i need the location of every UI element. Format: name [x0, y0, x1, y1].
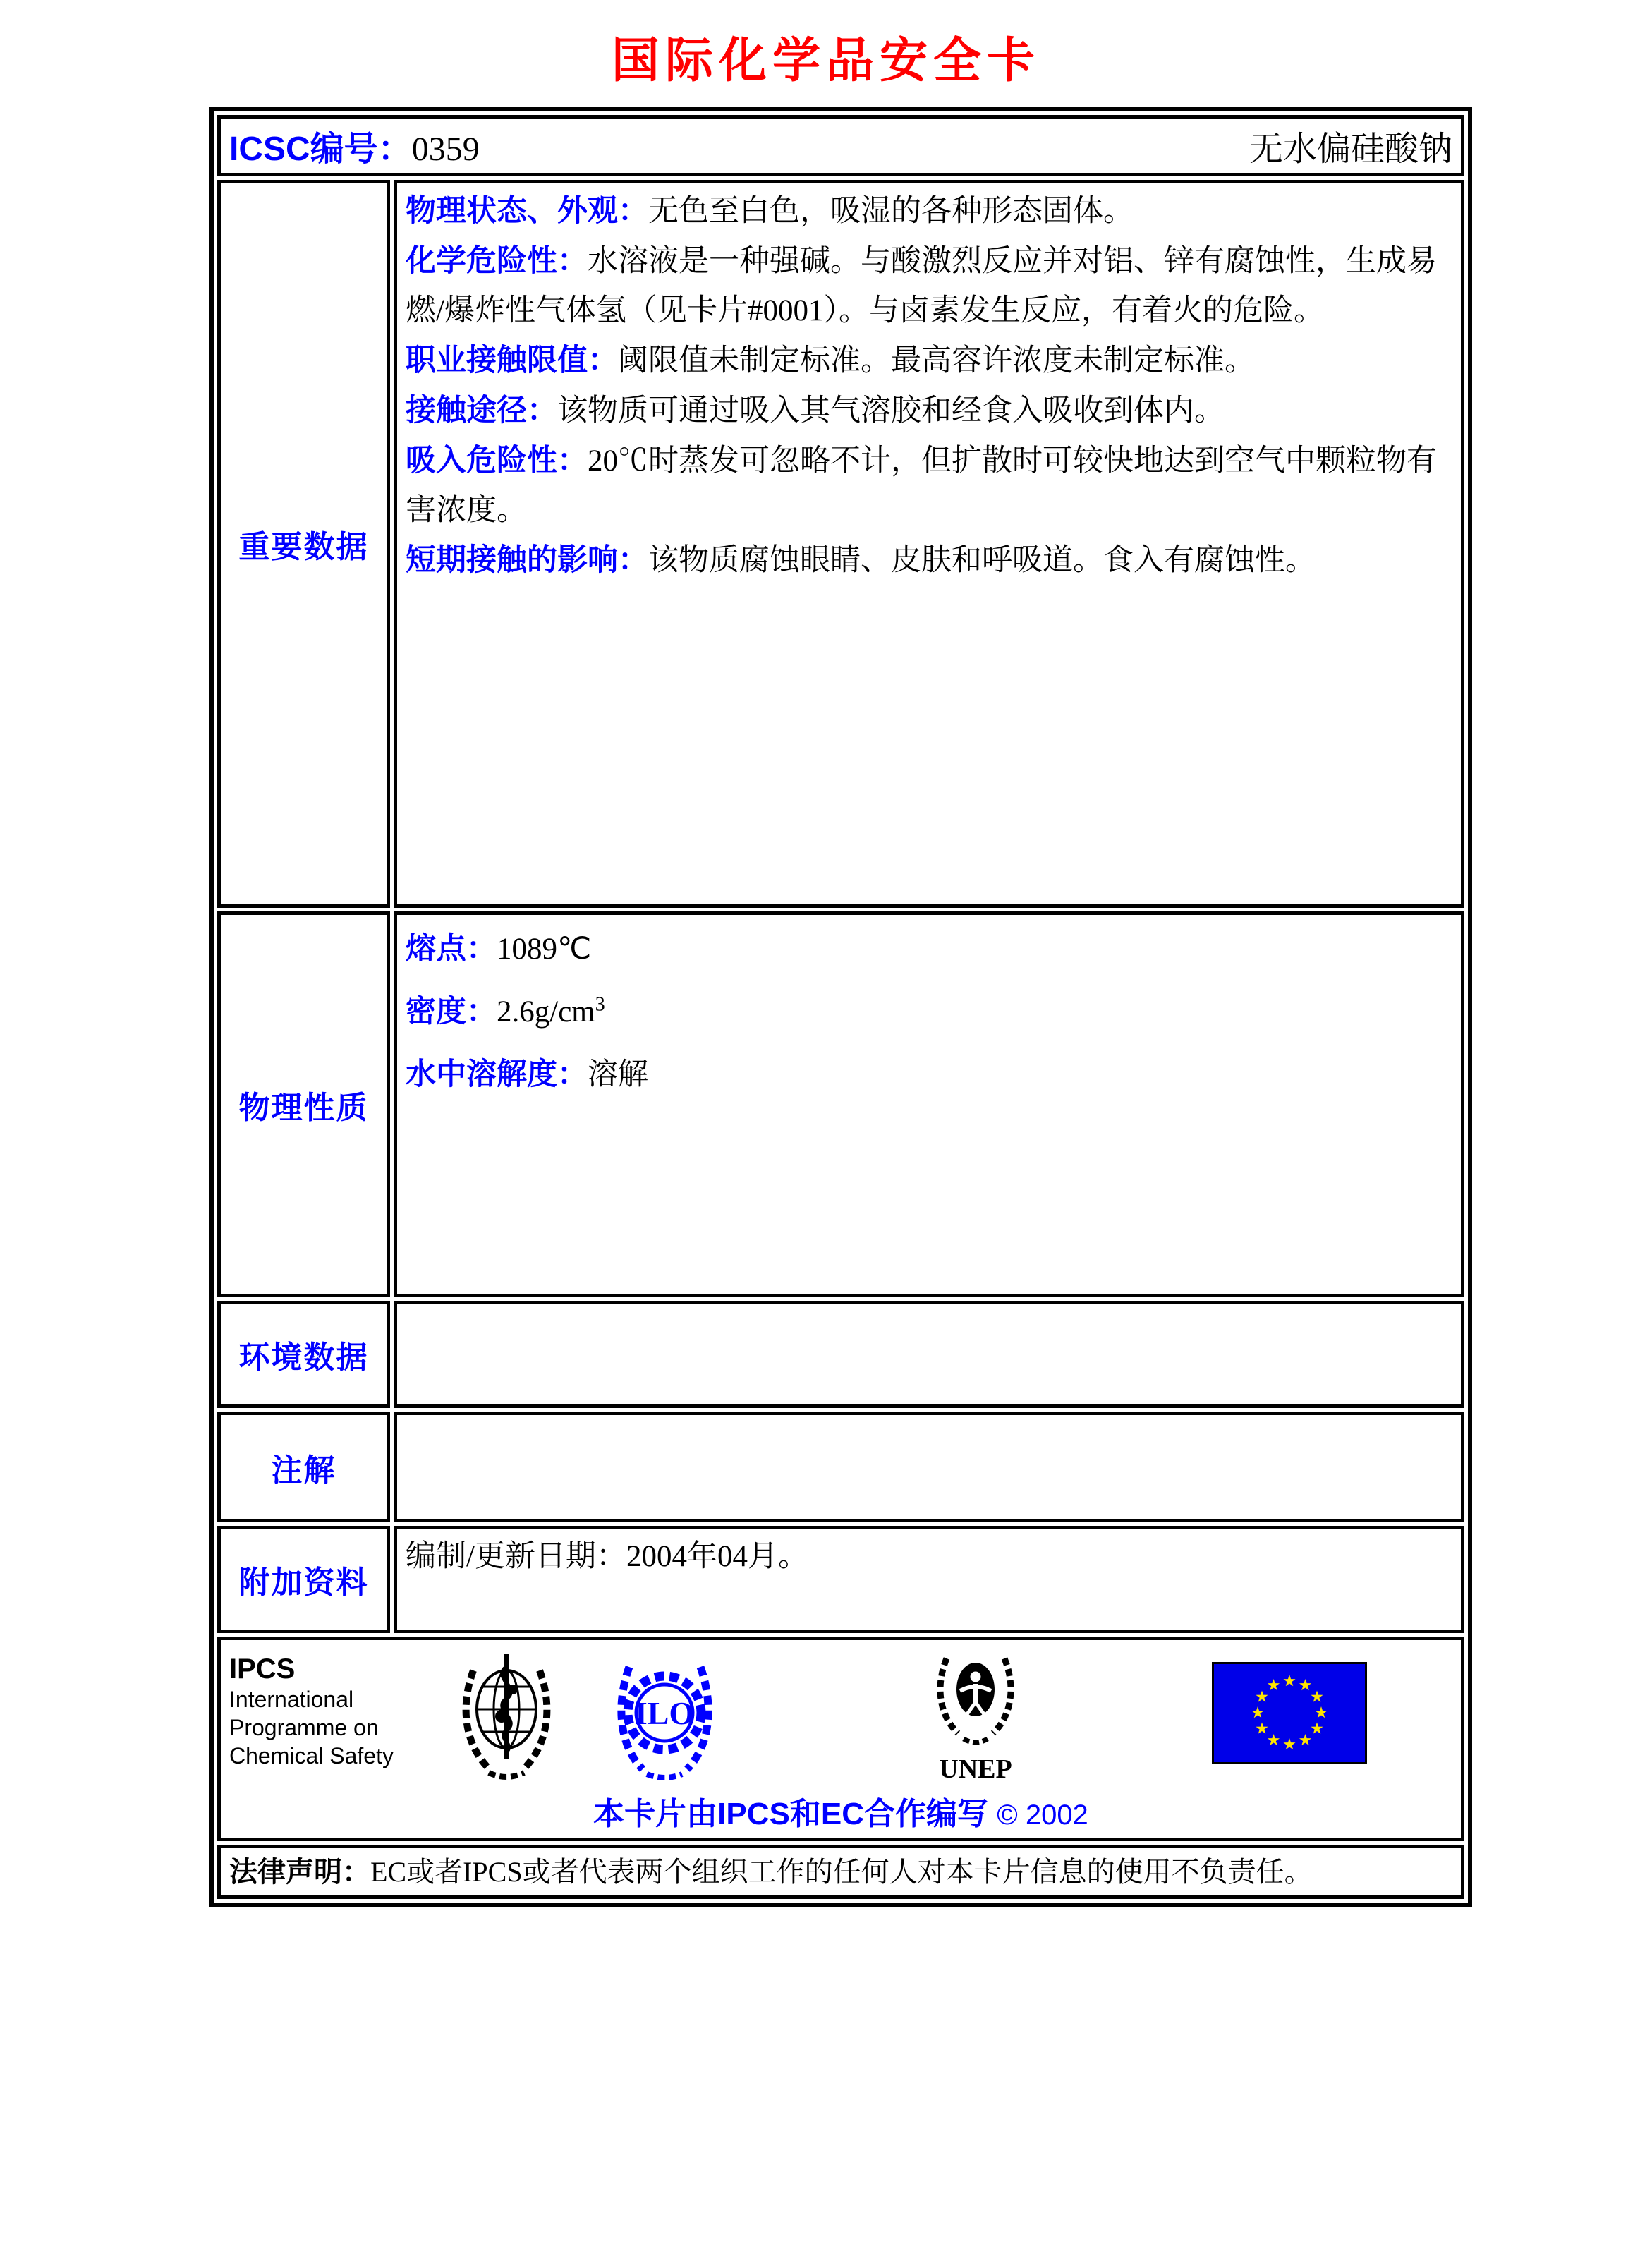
caption-copyright: © 2002: [997, 1800, 1088, 1831]
section-label-additional-info: 附加资料: [217, 1526, 390, 1633]
header-row: [217, 115, 1464, 176]
physical-property-density: [406, 981, 1452, 1043]
ipcs-line-1: International: [229, 1687, 354, 1712]
item-label: 密度：: [406, 995, 497, 1029]
section-content-important-data: [394, 180, 1464, 908]
section-label-notes: 注解: [217, 1412, 390, 1522]
legal-text: EC或者IPCS或者代表两个组织工作的任何人对本卡片信息的使用不负责任。: [370, 1855, 1313, 1888]
item-label: 编制/更新日期：: [406, 1540, 626, 1573]
item-text: 阈限值未制定标准。最高容许浓度未制定标准。: [618, 344, 1255, 377]
section-label-physical-properties: 物理性质: [217, 911, 390, 1297]
icsc-number: [229, 121, 480, 170]
unep-logo: [933, 1646, 1018, 1783]
item-text: 水溶液是一种强碱。与酸激烈反应并对铝、锌有腐蚀性，生成易燃/爆炸性气体氢（见卡片#0001）。与卤素发生反应，有着火的危险。: [406, 245, 1437, 327]
physical-property-melting-point: [406, 918, 1452, 981]
item-text: 20℃时蒸发可忽略不计，但扩散时可较快地达到空气中颗粒物有害浓度。: [406, 444, 1437, 527]
section-label-environmental-data: 环境数据: [217, 1301, 390, 1408]
item-text: 该物质可通过吸入其气溶胶和经食入吸收到体内。: [557, 394, 1225, 427]
item-label: 水中溶解度：: [406, 1057, 588, 1091]
important-data-item-chemical-hazard: [406, 236, 1452, 336]
section-content-physical-properties: [394, 911, 1464, 1297]
section-content-notes: [394, 1412, 1464, 1522]
important-data-item-exposure-routes: [406, 386, 1452, 436]
logos-row: [217, 1637, 1464, 1841]
legal-label: 法律声明：: [229, 1856, 370, 1888]
section-content-environmental-data: [394, 1301, 1464, 1408]
physical-property-water-solubility: [406, 1043, 1452, 1106]
ilo-logo-icon: [617, 1646, 712, 1783]
icsc-number-value: 0359: [411, 131, 480, 168]
environmental-data-row: [217, 1301, 1464, 1408]
legal-row: [217, 1845, 1464, 1899]
unep-label: UNEP: [939, 1754, 1012, 1784]
section-label-important-data: 重要数据: [217, 180, 390, 908]
important-data-item-physical-state: [406, 186, 1452, 236]
item-text: 2004年04月。: [626, 1540, 808, 1573]
notes-row: [217, 1412, 1464, 1522]
important-data-row: [217, 180, 1464, 908]
ipcs-line-3: Chemical Safety: [229, 1743, 394, 1768]
header-cell: [217, 115, 1464, 176]
physical-properties-row: [217, 911, 1464, 1297]
logos-cell: [217, 1637, 1464, 1841]
cooperation-caption: [228, 1788, 1454, 1833]
important-data-item-inhalation-risk: [406, 436, 1452, 535]
item-label: 接触途径：: [406, 394, 557, 427]
item-text: 无色至白色，吸湿的各种形态固体。: [648, 195, 1134, 228]
item-text: 该物质腐蚀眼睛、皮肤和呼吸道。食入有腐蚀性。: [648, 544, 1316, 577]
ipcs-acronym: IPCS: [229, 1654, 296, 1685]
svg-text:ILO: ILO: [634, 1695, 695, 1731]
item-label: 职业接触限值：: [406, 344, 618, 377]
item-label: 短期接触的影响：: [406, 543, 648, 577]
legal-cell: [217, 1845, 1464, 1899]
item-label: 熔点：: [406, 932, 497, 966]
important-data-item-short-term-effects: [406, 535, 1452, 586]
item-text: 2.6g/cm: [497, 995, 595, 1029]
unep-emblem-icon: [937, 1646, 1014, 1752]
item-text: 溶解: [588, 1058, 648, 1091]
item-label: 吸入危险性：: [406, 444, 588, 478]
section-content-additional-info: [394, 1526, 1464, 1633]
item-label: 物理状态、外观：: [406, 194, 648, 228]
who-logo-icon: [461, 1646, 552, 1783]
important-data-item-exposure-limits: [406, 336, 1452, 386]
ipcs-logo-text: [229, 1653, 394, 1770]
item-superscript: 3: [595, 993, 605, 1016]
icsc-number-label: ICSC编号：: [229, 131, 412, 168]
additional-info-date: [406, 1532, 1452, 1582]
caption-text: 本卡片由IPCS和EC合作编写: [593, 1797, 988, 1831]
item-text: 1089℃: [497, 933, 592, 966]
ipcs-line-2: Programme on: [229, 1715, 379, 1740]
chemical-name: 无水偏硅酸钠: [1249, 131, 1452, 168]
eu-flag-icon: [1212, 1662, 1367, 1764]
page-title: 国际化学品安全卡: [611, 34, 1040, 87]
logos-area: [228, 1644, 1454, 1785]
icsc-card-table: [209, 107, 1472, 1907]
item-label: 化学危险性：: [406, 244, 588, 278]
additional-info-row: [217, 1526, 1464, 1633]
